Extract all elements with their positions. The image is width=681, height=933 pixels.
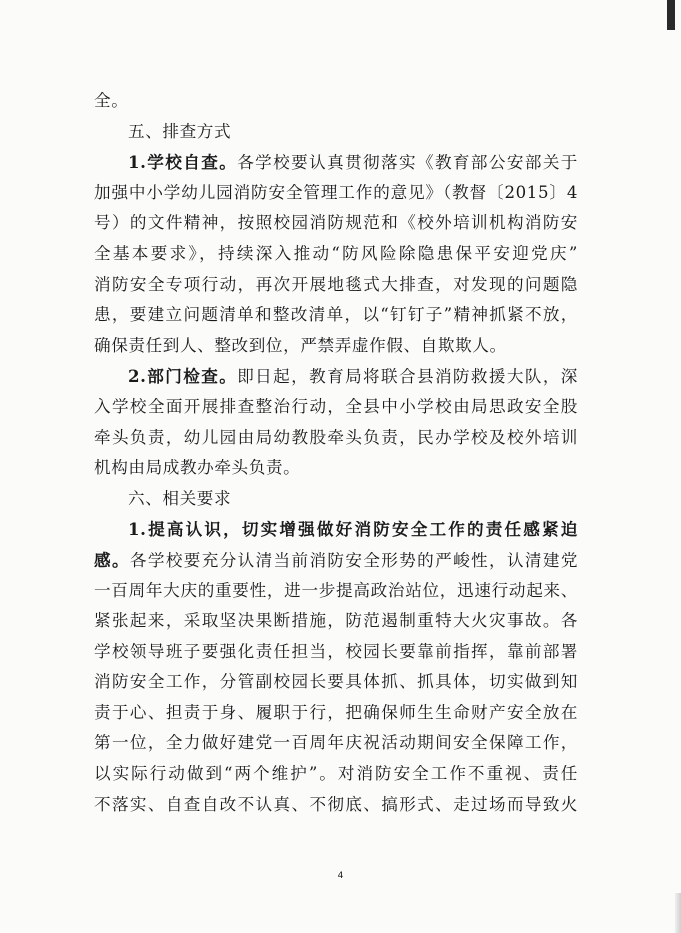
paragraph-2-line: 入学校全面开展排查整治行动，全县中小学校由局思政安全股 (94, 396, 578, 416)
text-line: 全。 (94, 91, 129, 110)
paragraph-1-line (94, 147, 578, 178)
paragraph-3-line: 一百周年大庆的重要性，进一步提高政治站位，迅速行动起来、 (94, 580, 578, 600)
document-body (94, 86, 578, 820)
page-number: 4 (337, 871, 344, 881)
paragraph-3-lead-line: 1.提高认识，切实增强做好消防安全工作的责任感紧迫 (128, 519, 578, 540)
scan-edge-mark (667, 0, 675, 30)
paragraph-2-line: 机构由局成教办牵头负责。 (94, 458, 301, 478)
paragraph-3-line: 第一位，全力做好建党一百周年庆祝活动期间安全保障工作， (94, 733, 578, 753)
section-heading-6: 六、相关要求 (128, 488, 232, 508)
paragraph-1-line: 全基本要求》，持续深入推动“防风险除隐患保平安迎党庆” (94, 243, 578, 263)
paragraph-3-line: 以实际行动做到“两个维护”。对消防安全工作不重视、责任 (94, 764, 578, 784)
paragraph-3-line: 紧张起来，采取坚决果断措施，防范遏制重特大火灾事故。各 (94, 611, 578, 631)
paragraph-3-line (94, 545, 578, 576)
section-heading-5: 五、排查方式 (128, 121, 232, 141)
paragraph-3-line: 学校领导班子要强化责任担当，校园长要靠前指挥，靠前部署 (94, 641, 578, 661)
paragraph-1-line: 患，要建立问题清单和整改清单，以“钉钉子”精神抓紧不放， (94, 305, 578, 325)
scan-edge-shadow (675, 893, 681, 933)
paragraph-1-line: 消防安全专项行动，再次开展地毯式大排查，对发现的问题隐 (94, 274, 578, 294)
paragraph-1-line: 号）的文件精神，按照校园消防规范和《校外培训机构消防安 (94, 213, 578, 233)
paragraph-1-lead: 1.学校自查。 (128, 152, 238, 173)
paragraph-3-text: 各学校要充分认清当前消防安全形势的严峻性，认清建党 (129, 550, 579, 570)
paragraph-3-line: 责于心、担责于身、履职于行，把确保师生生命财产安全放在 (94, 702, 578, 722)
paragraph-2-line (94, 361, 578, 392)
paragraph-3-lead-end: 感。 (94, 549, 130, 570)
paragraph-1-line: 加强中小学幼儿园消防安全管理工作的意见》（教督〔2015〕4 (94, 182, 578, 202)
paragraph-1-line: 确保责任到人、整改到位，严禁弄虚作假、自欺欺人。 (94, 335, 507, 355)
paragraph-2-line: 牵头负责，幼儿园由局幼教股牵头负责，民办学校及校外培训 (94, 427, 578, 447)
paragraph-3-line: 消防安全工作，分管副校园长要具体抓、抓具体，切实做到知 (94, 672, 578, 692)
paragraph-2-text: 即日起，教育局将联合县消防救援大队，深 (237, 367, 578, 387)
paragraph-2-lead: 2.部门检查。 (128, 366, 238, 387)
paragraph-3-line: 不落实、自查自改不认真、不彻底、搞形式、走过场而导致火 (94, 794, 578, 814)
paragraph-1-text: 各学校要认真贯彻落实《教育部公安部关于 (237, 153, 578, 173)
